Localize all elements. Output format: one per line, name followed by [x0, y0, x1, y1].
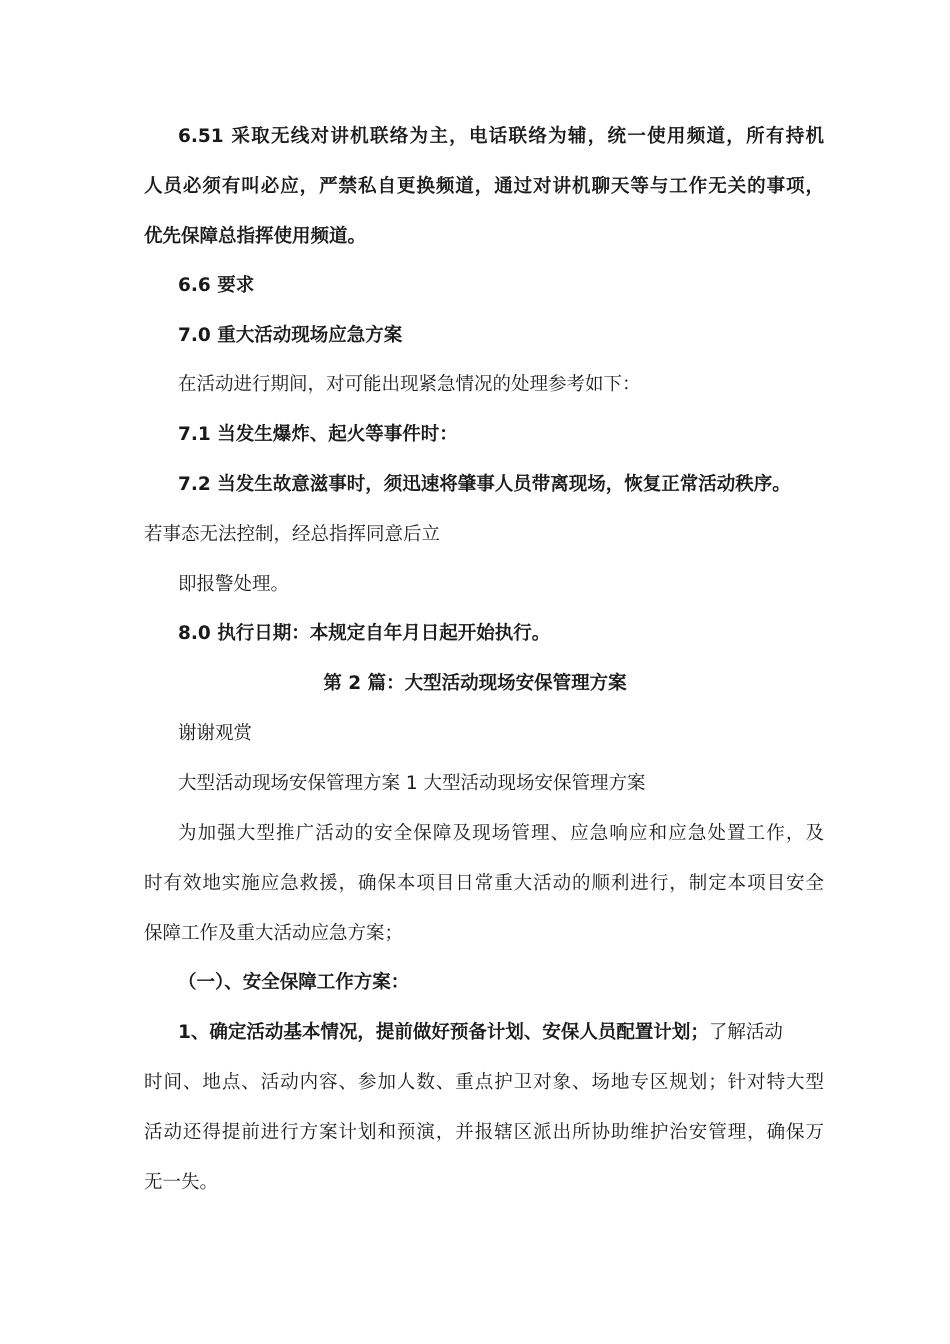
- paragraph-purpose-line-1: 为加强大型推广活动的安全保障及现场管理、应急响应和应急处置工作，及: [178, 823, 824, 844]
- paragraph-item-1-line-4: 无一失。: [144, 1172, 219, 1193]
- heading-7-1: 7.1 当发生爆炸、起火等事件时：: [178, 424, 458, 445]
- paragraph-7-2-line-2: 若事态无法控制，经总指挥同意后立: [144, 524, 441, 545]
- heading-6-6: 6.6 要求: [178, 275, 255, 296]
- paragraph-6-51-line-1: 6.51 采取无线对讲机联络为主，电话联络为辅，统一使用频道，所有持机: [178, 126, 824, 147]
- section-title: 第 2 篇：大型活动现场安保管理方案: [323, 673, 627, 694]
- item-1-bold-lead: 1、确定活动基本情况，提前做好预备计划、安保人员配置计划；: [178, 1022, 709, 1043]
- subtitle-line: 大型活动现场安保管理方案 1 大型活动现场安保管理方案: [178, 773, 646, 794]
- paragraph-item-1-line-1: [178, 1020, 824, 1046]
- paragraph-item-1-line-2: 时间、地点、活动内容、参加人数、重点护卫对象、场地专区规划；针对特大型: [144, 1072, 824, 1093]
- paragraph-6-51-line-3: 优先保障总指挥使用频道。: [144, 226, 367, 247]
- heading-8-0: 8.0 执行日期：本规定自年月日起开始执行。: [178, 623, 551, 644]
- paragraph-6-51-line-2: 人员必须有叫必应，严禁私自更换频道，通过对讲机聊天等与工作无关的事项，: [144, 176, 824, 197]
- paragraph-7-2-line-3: 即报警处理。: [178, 574, 290, 595]
- item-1-continuation: 了解活动: [708, 1022, 783, 1043]
- heading-part-1: （一）、安全保障工作方案：: [178, 972, 410, 993]
- thanks-text: 谢谢观赏: [178, 723, 253, 744]
- paragraph-intro-7: 在活动进行期间，对可能出现紧急情况的处理参考如下：: [178, 374, 641, 395]
- heading-7-0: 7.0 重大活动现场应急方案: [178, 325, 403, 346]
- paragraph-purpose-line-3: 保障工作及重大活动应急方案；: [144, 923, 404, 944]
- paragraph-purpose-line-2: 时有效地实施应急救援，确保本项目日常重大活动的顺利进行，制定本项目安全: [144, 873, 824, 894]
- paragraph-item-1-line-3: 活动还得提前进行方案计划和预演，并报辖区派出所协助维护治安管理，确保万: [144, 1122, 824, 1143]
- paragraph-7-2: 7.2 当发生故意滋事时，须迅速将肇事人员带离现场，恢复正常活动秩序。: [178, 474, 791, 495]
